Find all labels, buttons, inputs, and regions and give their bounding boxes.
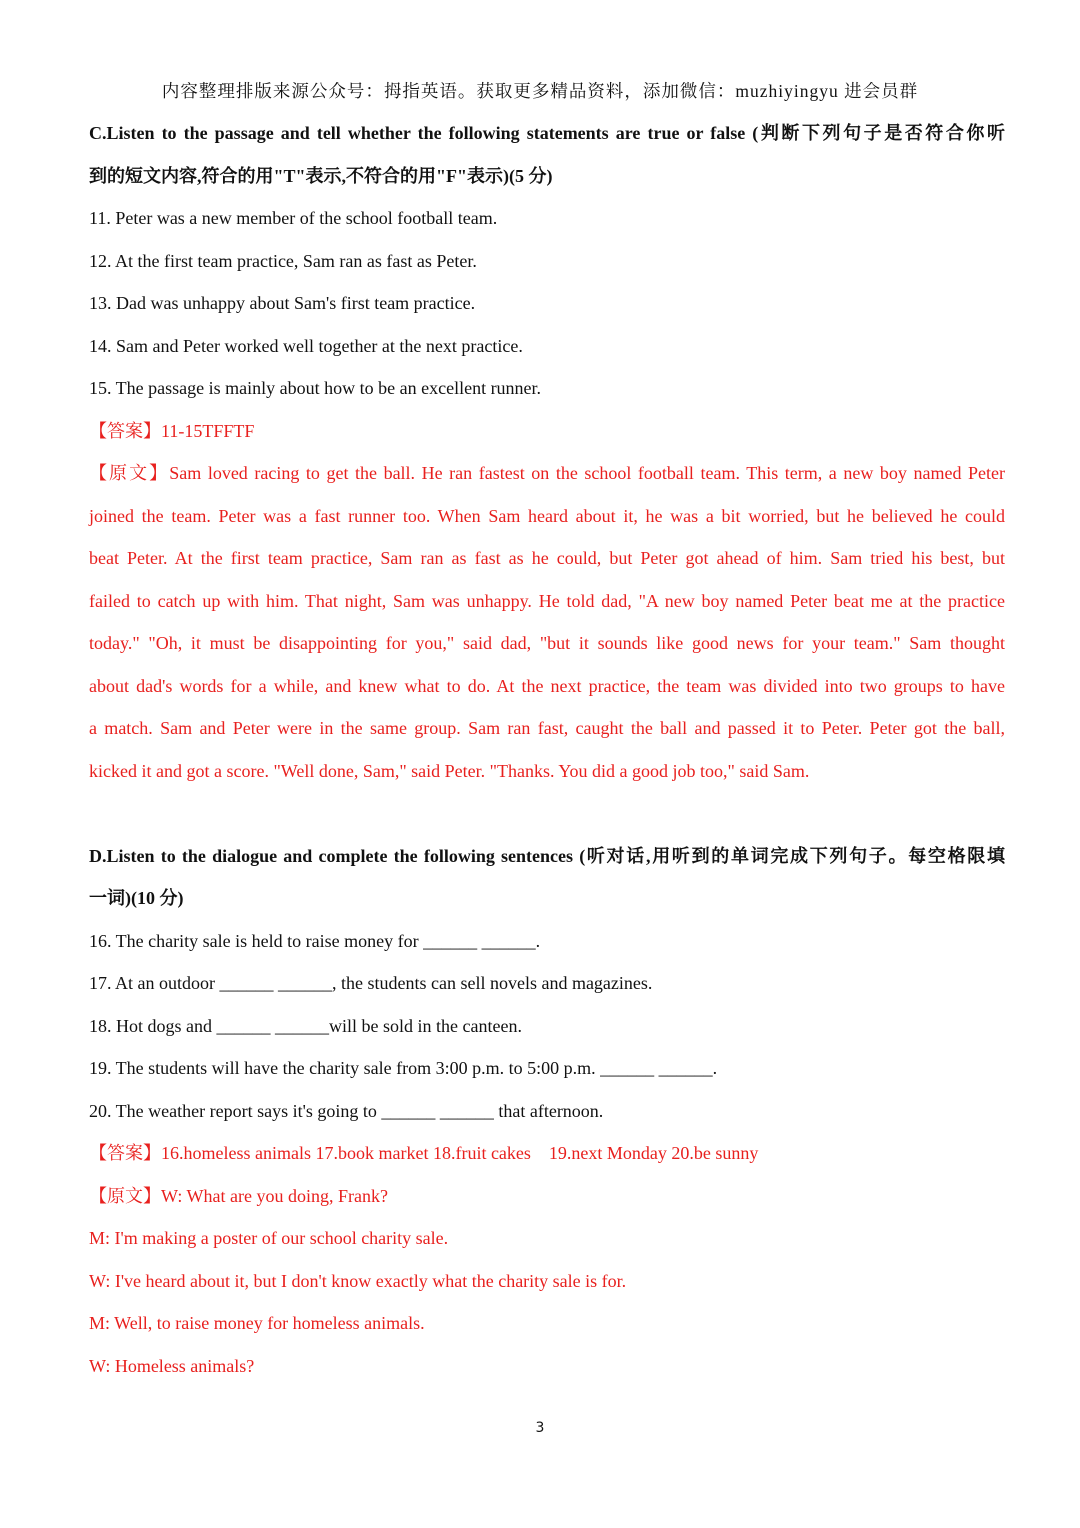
answer-tag: 【答案】 xyxy=(89,1143,161,1163)
transcript-line: about dad's words for a while, and knew what to do. At the next practice, the team was divided into two groups to have xyxy=(89,675,1005,696)
section-c-title-line1: C.Listen to the passage and tell whether the following statements are true or false (判断下列句子是否符合你听 xyxy=(89,123,1005,143)
question-17: 17. At an outdoor ______ ______, the students can sell novels and magazines. xyxy=(89,973,653,993)
section-c-transcript xyxy=(89,452,1005,792)
dialogue-line: W: I've heard about it, but I don't know exactly what the charity sale is for. xyxy=(89,1270,627,1291)
page-header: 内容整理排版来源公众号：拇指英语。获取更多精品资料，添加微信：muzhiyingyu 进会员群 xyxy=(161,81,919,101)
dialogue-line: M: I'm making a poster of our school charity sale. xyxy=(89,1228,449,1248)
section-c-answer xyxy=(89,410,1005,453)
question-19: 19. The students will have the charity sale from 3:00 p.m. to 5:00 p.m. ______ ______. xyxy=(89,1058,718,1078)
transcript-line: failed to catch up with him. That night, Sam was unhappy. He told dad, "A new boy named Peter beat me at the practice xyxy=(89,590,1005,611)
dialogue-line xyxy=(89,1175,1005,1218)
dialogue-line: M: Well, to raise money for homeless animals. xyxy=(89,1313,425,1333)
section-c-title-line2: 到的短文内容,符合的用"T"表示,不符合的用"F"表示)(5 分) xyxy=(89,165,553,186)
transcript-line: kicked it and got a score. "Well done, Sam," said Peter. "Thanks. You did a good job too," said Sam. xyxy=(89,760,810,781)
transcript-line: today." "Oh, it must be disappointing for you," said dad, "but it sounds like good news for your team." Sam thought xyxy=(89,633,1005,653)
answer-text: 11-15TFFTF xyxy=(161,420,255,441)
question-12: 12. At the first team practice, Sam ran as fast as Peter. xyxy=(89,250,477,271)
transcript-line: a match. Sam and Peter were in the same group. Sam ran fast, caught the ball and passed it to Peter. Peter got the ball, xyxy=(89,718,1005,738)
transcript-text: Sam loved racing to get the ball. He ran fastest on the school football team. This term, a new boy named Peter xyxy=(169,463,1005,483)
dialogue-text: W: What are you doing, Frank? xyxy=(161,1185,388,1206)
section-d-dialogue xyxy=(89,1175,1005,1388)
question-18: 18. Hot dogs and ______ ______will be sold in the canteen. xyxy=(89,1015,522,1036)
question-20: 20. The weather report says it's going to ______ ______ that afternoon. xyxy=(89,1100,604,1121)
section-d-answer xyxy=(89,1132,1005,1175)
question-16: 16. The charity sale is held to raise money for ______ ______. xyxy=(89,930,541,951)
question-14: 14. Sam and Peter worked well together at the next practice. xyxy=(89,335,523,356)
transcript-line: joined the team. Peter was a fast runner too. When Sam heard about it, he was a bit worried, but he believed he could xyxy=(89,505,1005,526)
answer-tag: 【答案】 xyxy=(89,420,161,441)
transcript-line: beat Peter. At the first team practice, Sam ran as fast as he could, but Peter got ahead of him. Sam tried his best, but xyxy=(89,548,1005,568)
question-11: 11. Peter was a new member of the school football team. xyxy=(89,208,498,228)
question-13: 13. Dad was unhappy about Sam's first team practice. xyxy=(89,293,476,313)
answer-text-part1: 16.homeless animals 17.book market 18.fruit cakes xyxy=(161,1143,531,1163)
transcript-line xyxy=(89,452,1005,495)
section-spacer xyxy=(89,792,1005,835)
section-d-title-line2: 一词)(10 分) xyxy=(89,888,184,908)
question-15: 15. The passage is mainly about how to be an excellent runner. xyxy=(89,378,542,398)
answer-text-part2: 19.next Monday 20.be sunny xyxy=(548,1143,759,1163)
page-number: 3 xyxy=(535,1420,545,1436)
dialogue-line: W: Homeless animals? xyxy=(89,1355,255,1376)
section-d-title-line1: D.Listen to the dialogue and complete the following sentences (听对话,用听到的单词完成下列句子。每空格限填 xyxy=(89,845,1005,866)
transcript-tag: 【原文】 xyxy=(89,1185,161,1206)
page-content xyxy=(89,112,1005,1387)
transcript-tag: 【原文】 xyxy=(89,463,170,483)
